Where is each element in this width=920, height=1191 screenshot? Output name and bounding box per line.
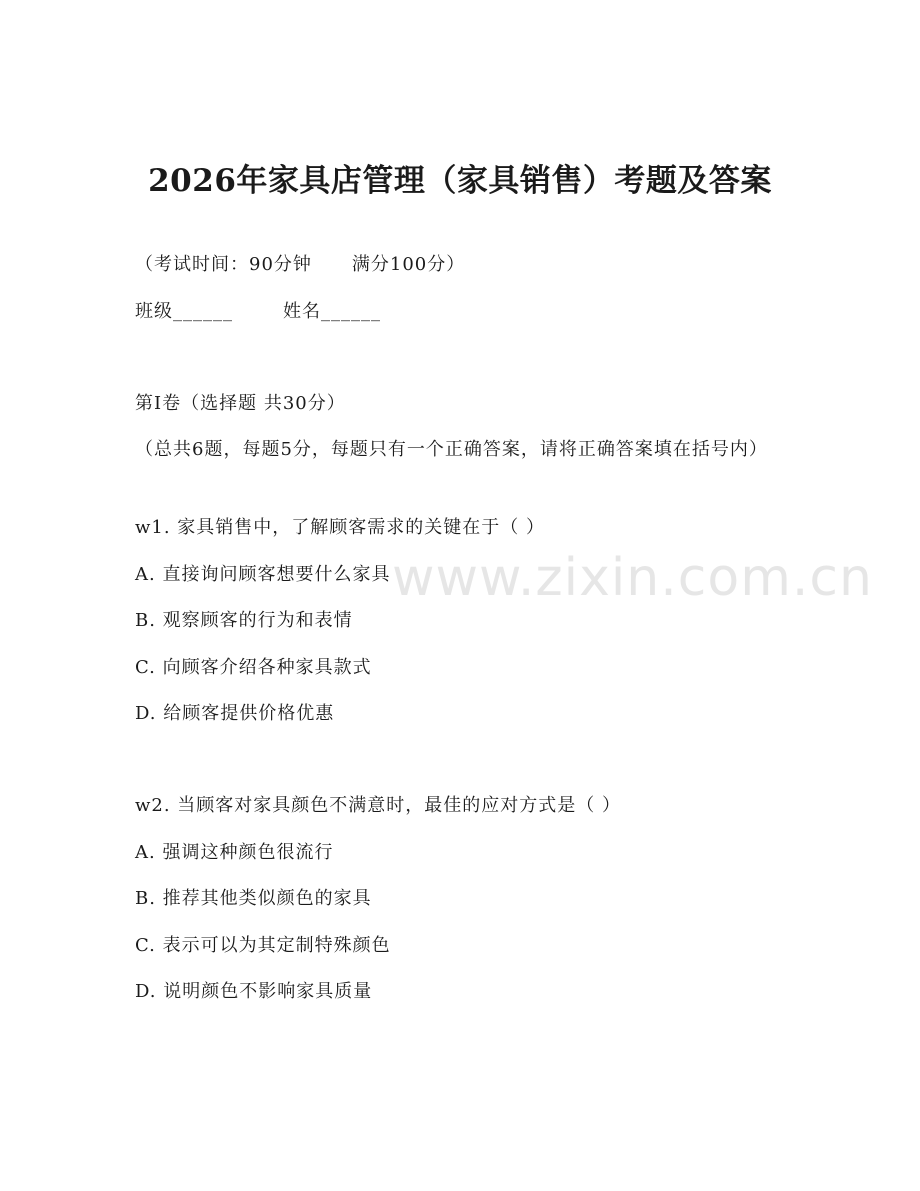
- option-item: D. 给顾客提供价格优惠: [135, 703, 335, 724]
- exam-time: （考试时间：90分钟: [135, 254, 312, 275]
- section-instruction: （总共6题，每题5分，每题只有一个正确答案，请将正确答案填在括号内）: [135, 439, 768, 460]
- option-item: B. 推荐其他类似颜色的家具: [135, 888, 372, 909]
- question-stem: w2. 当顾客对家具颜色不满意时，最佳的应对方式是（ ）: [135, 795, 622, 816]
- student-fields: [135, 298, 381, 326]
- question-stem: w1. 家具销售中，了解顾客需求的关键在于（ ）: [135, 517, 546, 538]
- page-title: 2026年家具店管理（家具销售）考题及答案: [148, 163, 772, 199]
- option-item: C. 表示可以为其定制特殊颜色: [135, 935, 391, 956]
- option-item: C. 向顾客介绍各种家具款式: [135, 657, 372, 678]
- section-heading: 第I卷（选择题 共30分）: [135, 393, 346, 414]
- option-item: A. 强调这种颜色很流行: [135, 842, 334, 863]
- option-item: D. 说明颜色不影响家具质量: [135, 981, 373, 1002]
- full-score: 满分100分）: [351, 254, 466, 275]
- exam-meta: [135, 251, 465, 279]
- option-item: A. 直接询问顾客想要什么家具: [135, 564, 391, 585]
- name-field: 姓名______: [283, 301, 381, 322]
- option-item: B. 观察顾客的行为和表情: [135, 610, 353, 631]
- class-field: 班级______: [135, 301, 233, 322]
- watermark: www.zixin.com.cn: [392, 548, 873, 608]
